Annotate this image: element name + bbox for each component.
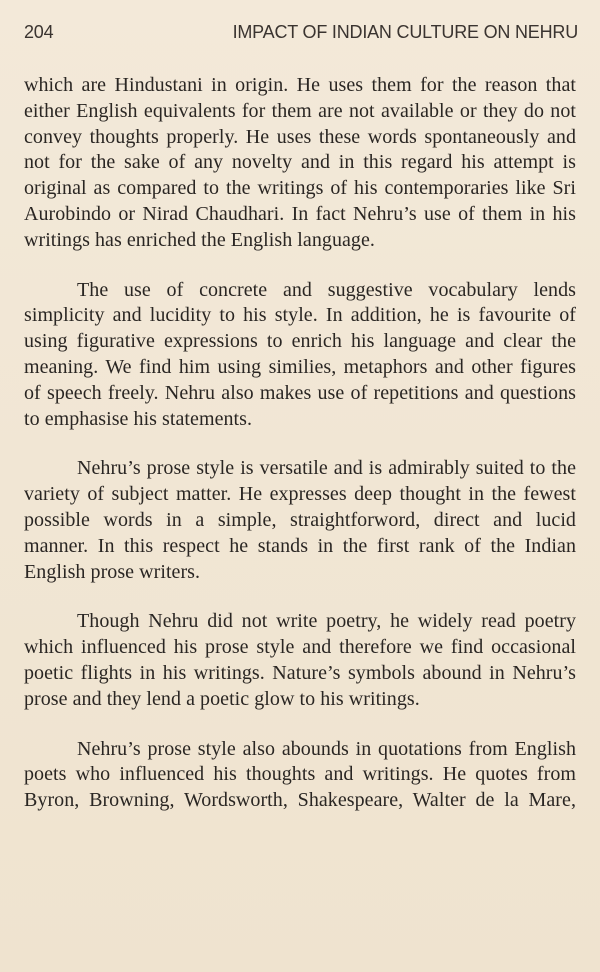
paragraph: Though Nehru did not write poetry, he widely read poetry which influenced his prose style and therefore we find occasional poetic flights in his writings. Nature’s symbols abound in Nehru’s prose and they lend a poetic glow to his writings. <box>24 610 576 710</box>
page-header <box>24 20 578 44</box>
paragraph: Nehru’s prose style also abounds in quotations from English poets who influenced his thoughts and writings. He quotes from Byron, Browning, Wordsworth, Shakespeare, Walter de la Mare, <box>24 737 576 812</box>
paragraph: The use of concrete and suggestive vocabulary lends simplicity and lucidity to his style. In addition, he is favourite of using figurative expressions to enrich his language and clear the meaning. We find him using similies, metaphors and other figures of speech freely. Nehru also makes use of repetitions and questions to emphasise his statements. <box>24 278 576 430</box>
paragraph: which are Hindustani in origin. He uses them for the reason that either English equivalents for them are not available or they do not convey thoughts properly. He uses these words spontaneously and not for the sake of any novelty and in this regard his attempt is original as compared to the writings of his contemporaries like Sri Aurobindo or Nirad Chaudhari. In fact Nehru’s use of them in his writings has enriched the English language. <box>24 74 576 251</box>
running-head: IMPACT OF INDIAN CULTURE ON NEHRU <box>232 22 578 42</box>
page-number: 204 <box>24 22 54 42</box>
paragraph: Nehru’s prose style is versatile and is admirably suited to the variety of subject matter. He expresses deep thought in the fewest possible words in a simple, straightforword, direct and lucid manner. In this respect he stands in the first rank of the Indian English prose writers. <box>24 457 576 583</box>
body-text <box>24 73 576 814</box>
